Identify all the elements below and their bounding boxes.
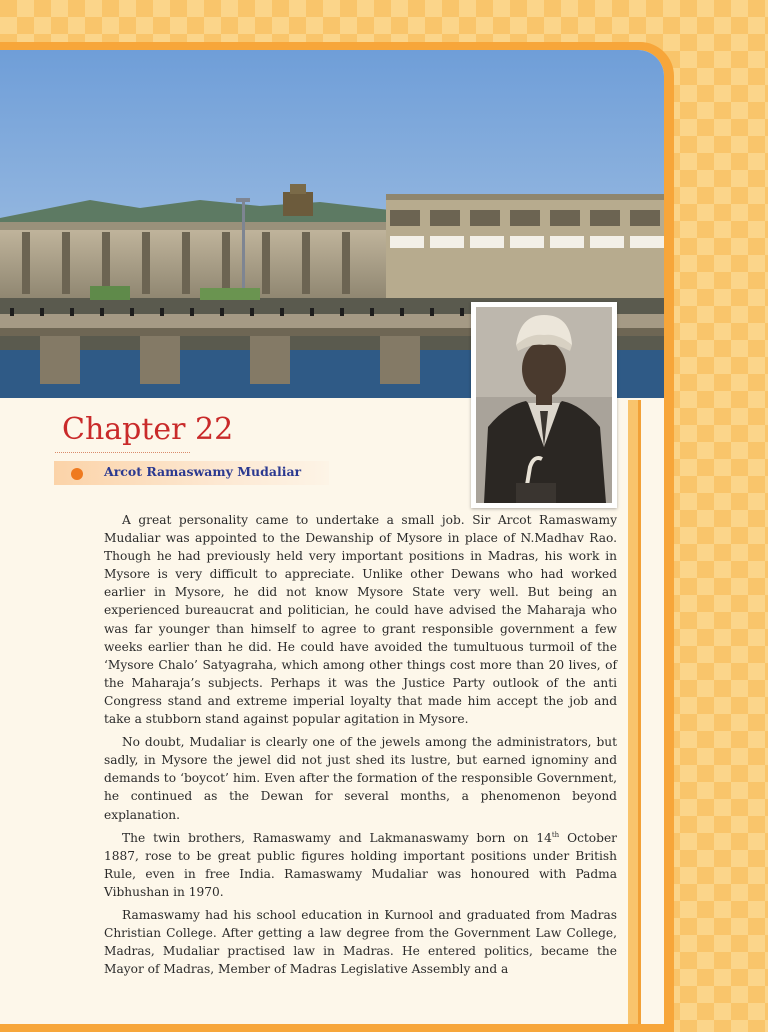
bullet-dot-icon: [71, 468, 83, 480]
body-text: [104, 511, 617, 983]
paragraph-1: A great personality came to undertake a small job. Sir Arcot Ramaswamy Mudaliar was appointed to the Dewanship of Mysore in place of N.Madhav Rao. Though he had previously held very important positions in Madras, his work in Mysore is very difficult to appreciate. Unlike other Dewans who had worked earlier in Mysore, he did not know Mysore State very well. But being an experienced bureaucrat and politician, he could have advised the Maharaja who was far younger than himself to agree to grant responsible government a few weeks earlier than he did. He could have avoided the tumultuous turmoil of the ‘Mysore Chalo’ Satyagraha, which among other things cost more than 20 lives, of the Maharaja’s subjects. Perhaps it was the Justice Party outlook of the anti Congress stand and extreme imperial loyalty that made him accept the job and take a stubborn stand against popular agitation in Mysore.: [104, 513, 617, 727]
chapter-subtitle: Arcot Ramaswamy Mudaliar: [104, 464, 302, 479]
title-rule: [55, 452, 190, 453]
chapter-title: Chapter 22: [62, 412, 234, 447]
paragraph-3-date: October: [559, 830, 617, 845]
paragraph-3: [104, 829, 617, 901]
paragraph-3-lead: The twin brothers, Ramaswamy and Lakmanaswamy born on 14: [122, 830, 552, 845]
ordinal-suffix: th: [551, 830, 560, 839]
paragraph-2: No doubt, Mudaliar is clearly one of the jewels among the administrators, but sadly, in Mysore the jewel did not just shed its lustre, but earned ignominy and demands to ‘boycot’ him. Even after the formation of the responsible Government, he continued as the Dewan for several months, a phenomenon beyond explanation.: [104, 735, 617, 822]
paragraph-4: Ramaswamy had his school education in Kurnool and graduated from Madras Christian College. After getting a law degree from the Government Law College, Madras, Mudaliar practised law in Madras. He entered politics, became the Mayor of Madras, Member of Madras Legislative Assembly and a: [104, 907, 617, 977]
paragraph-3-rest: 1887, rose to be great public figures holding important positions under British Rule, even in free India. Ramaswamy Mudaliar was honoured with Padma Vibhushan in 1970.: [104, 848, 617, 899]
portrait-photo: [471, 302, 617, 508]
right-margin-edge: [638, 400, 641, 1024]
